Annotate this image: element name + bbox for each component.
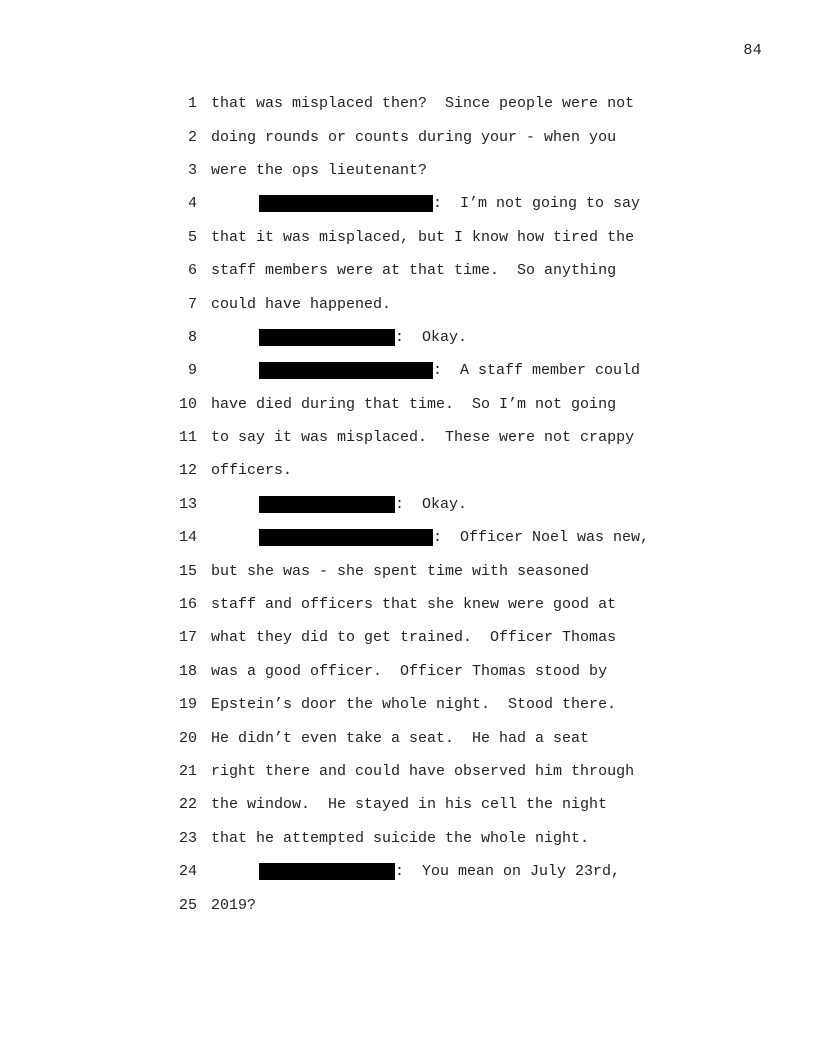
redacted-speaker-name [259,863,395,880]
line-number: 3 [187,161,197,179]
transcript-line-22 [175,788,775,821]
transcript-line-1 [175,87,775,120]
transcript-line-5 [175,221,775,254]
transcript-line-6 [175,254,775,287]
line-text: : Okay. [395,495,468,513]
line-number: 10 [178,395,197,413]
line-text: that he attempted suicide the whole night. [211,829,590,847]
line-text: 2019? [211,896,257,914]
transcript-line-21 [175,755,775,788]
line-text: that it was misplaced, but I know how tired the [211,228,635,246]
line-number: 24 [178,863,197,881]
line-text: : Okay. [395,328,468,346]
line-number: 9 [187,362,197,380]
line-number: 19 [178,696,197,714]
transcript-line-2 [175,120,775,153]
line-text: staff and officers that she knew were good at [211,596,617,614]
line-text: could have happened. [211,295,392,313]
line-number: 1 [187,95,197,113]
transcript-line-17 [175,621,775,654]
line-text: right there and could have observed him through [211,763,635,780]
line-text: were the ops lieutenant? [211,161,428,179]
line-number: 5 [187,228,197,246]
line-number: 16 [178,596,197,614]
transcript-line-10 [175,388,775,421]
line-text: He didn’t even take a seat. He had a seat [211,729,590,747]
line-number: 4 [187,195,197,213]
transcript-line-13 [175,488,775,521]
line-number: 22 [178,796,197,814]
line-number: 14 [178,529,197,547]
line-text: that was misplaced then? Since people were not [211,95,635,113]
transcript-line-3 [175,154,775,187]
redacted-speaker-name [259,195,433,212]
line-text: have died during that time. So I’m not going [211,395,617,413]
line-text: : I’m not going to say [433,195,641,213]
transcript-line-7 [175,287,775,320]
line-number: 7 [187,295,197,313]
line-number: 8 [187,328,197,346]
line-number: 2 [187,128,197,146]
line-number: 23 [178,829,197,847]
line-text: was a good officer. Officer Thomas stood by [211,662,608,680]
transcript-line-11 [175,421,775,454]
transcript-line-12 [175,454,775,487]
transcript-line-14 [175,521,775,554]
transcript-line-23 [175,822,775,855]
transcript-line-20 [175,721,775,754]
redacted-speaker-name [259,529,433,546]
line-number: 17 [178,629,197,647]
line-number: 11 [178,429,197,447]
line-number: 15 [178,562,197,580]
line-number: 20 [178,729,197,747]
line-text: what they did to get trained. Officer Thomas [211,629,617,647]
transcript-line-19 [175,688,775,721]
line-text: : You mean on July 23rd, [395,863,621,881]
line-number: 18 [178,662,197,680]
line-number: 12 [178,462,197,480]
page-number: 84 [743,42,762,59]
transcript-line-4 [175,187,775,220]
transcript-line-9 [175,354,775,387]
redacted-speaker-name [259,362,433,379]
line-text: : Officer Noel was new, [433,529,650,547]
line-text: : A staff member could [433,362,641,380]
line-text: staff members were at that time. So anything [211,262,617,280]
line-text: the window. He stayed in his cell the night [211,796,608,814]
line-text: to say it was misplaced. These were not crappy [211,429,635,447]
line-text: but she was - she spent time with seasoned [211,562,590,580]
transcript-body [175,87,775,922]
redacted-speaker-name [259,496,395,513]
transcript-line-25 [175,888,775,921]
line-text: doing rounds or counts during your - when you [211,128,617,146]
line-text: officers. [211,462,293,480]
line-number: 25 [178,896,197,914]
transcript-line-18 [175,655,775,688]
line-text: Epstein’s door the whole night. Stood there. [211,696,617,714]
transcript-line-16 [175,588,775,621]
transcript-line-24 [175,855,775,888]
transcript-line-15 [175,554,775,587]
line-number: 21 [178,763,197,780]
redacted-speaker-name [259,329,395,346]
line-number: 13 [178,495,197,513]
transcript-line-8 [175,321,775,354]
line-number: 6 [187,262,197,280]
